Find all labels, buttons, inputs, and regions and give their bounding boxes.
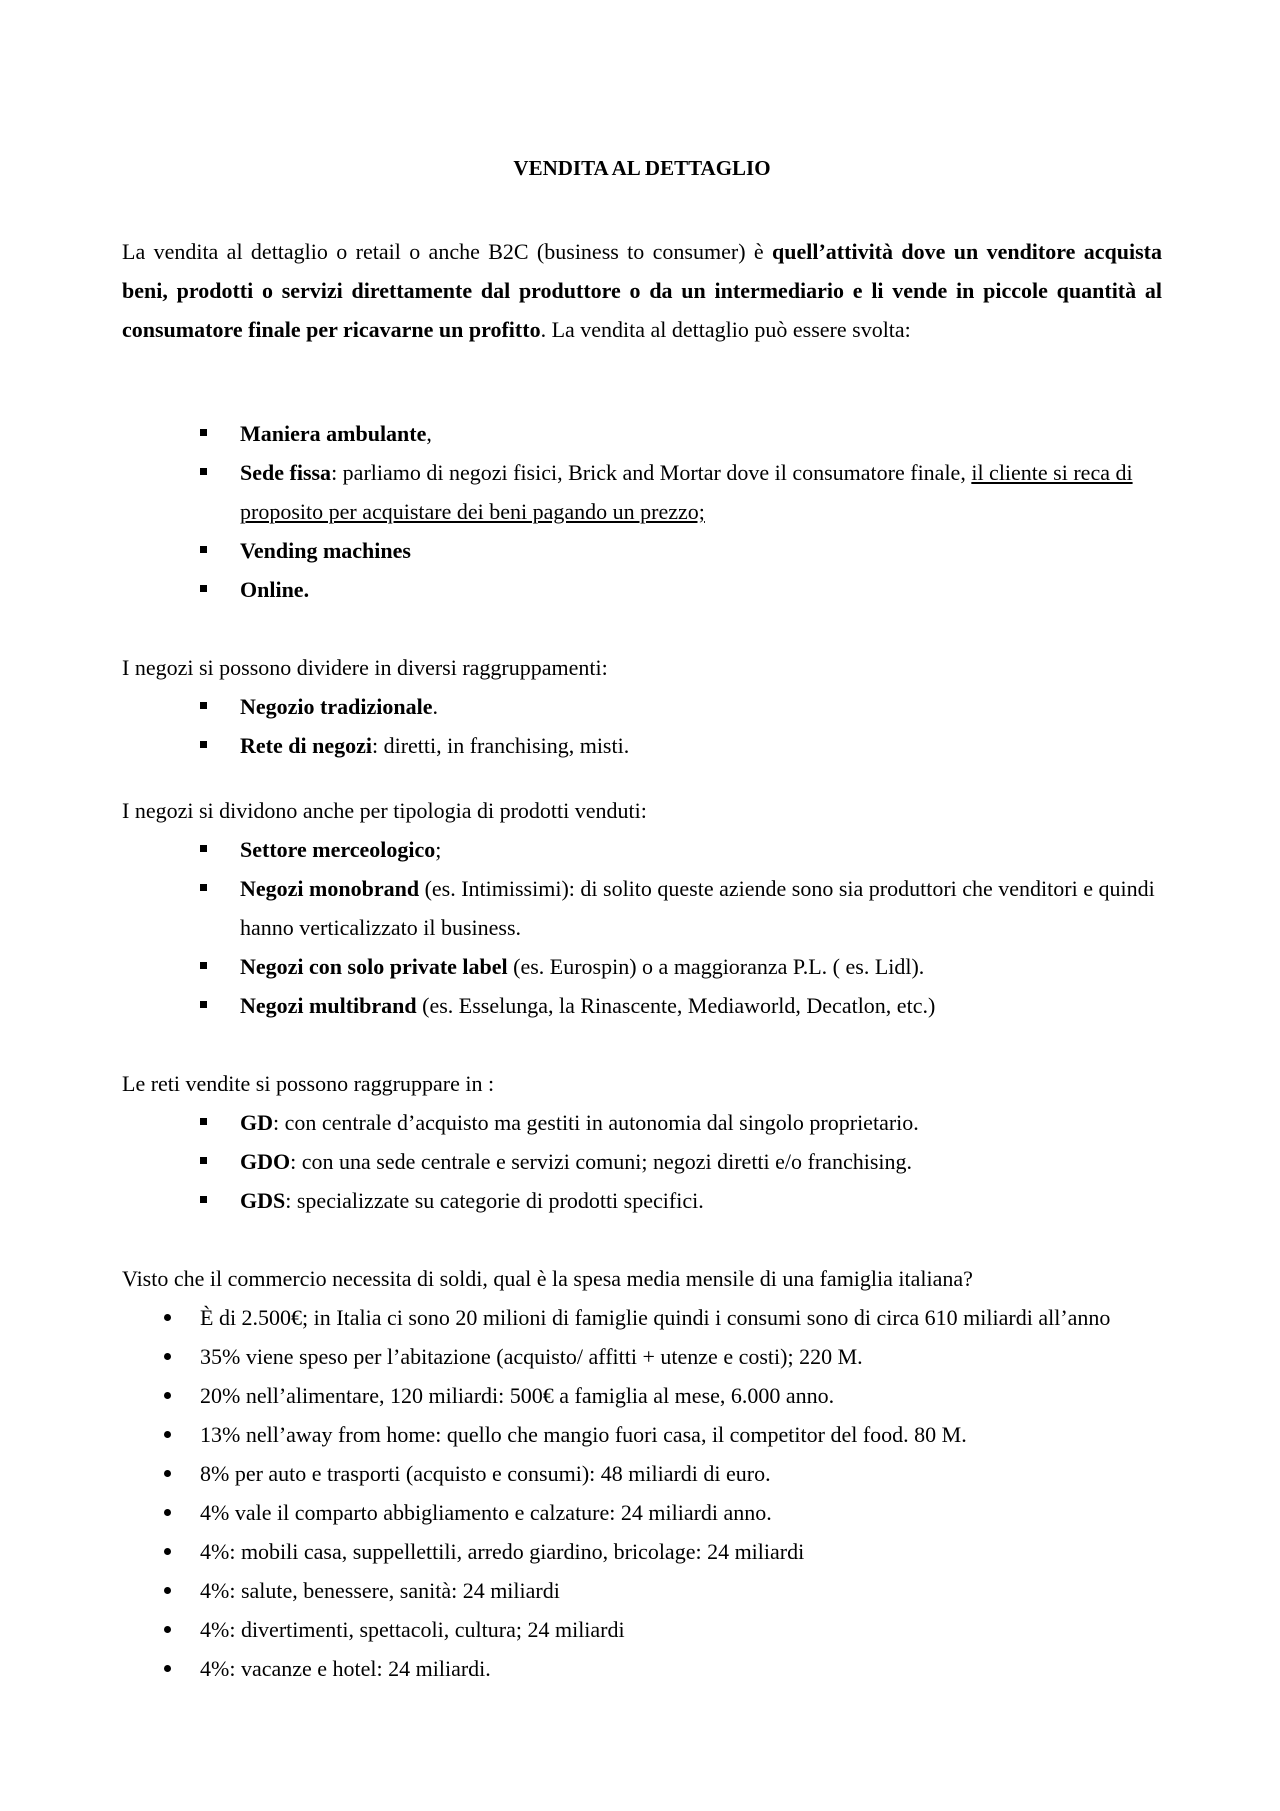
intro-paragraph (122, 232, 1162, 349)
dot-bullet-icon (164, 1454, 171, 1493)
dot-bullet-icon (164, 1298, 171, 1337)
item-bold: Rete di negozi (240, 733, 372, 758)
list-item (122, 1103, 1162, 1142)
dot-bullet-icon (164, 1649, 171, 1688)
square-bullet-icon (200, 1142, 207, 1181)
section-heading: Le reti vendite si possono raggruppare in : (122, 1071, 495, 1096)
item-bold: GDS (240, 1188, 286, 1213)
item-text: 4%: divertimenti, spettacoli, cultura; 24 miliardi (200, 1617, 625, 1642)
sales-modes-list (122, 414, 1162, 609)
item-bold: GDO (240, 1149, 291, 1174)
square-bullet-icon (200, 453, 207, 492)
list-item (122, 1532, 1162, 1571)
item-bold: Negozi multibrand (240, 993, 417, 1018)
section-heading: I negozi si possono dividere in diversi raggruppamenti: (122, 655, 608, 680)
item-text: 8% per auto e trasporti (acquisto e consumi): 48 miliardi di euro. (200, 1461, 771, 1486)
dot-bullet-icon (164, 1610, 171, 1649)
item-bold: Settore merceologico (240, 837, 436, 862)
square-bullet-icon (200, 1181, 207, 1220)
item-text: : specializzate su categorie di prodotti specifici. (285, 1188, 704, 1213)
item-text: : con una sede centrale e servizi comuni; negozi diretti e/o franchising. (290, 1149, 913, 1174)
item-bold: Negozio tradizionale (240, 694, 433, 719)
item-text: 4% vale il comparto abbigliamento e calzature: 24 miliardi anno. (200, 1500, 772, 1525)
document-page (122, 148, 1162, 1688)
list-item (122, 1298, 1162, 1337)
square-bullet-icon (200, 869, 207, 908)
list-item (122, 1454, 1162, 1493)
list-item (122, 1181, 1162, 1220)
document-title: VENDITA AL DETTAGLIO (513, 156, 771, 180)
square-bullet-icon (200, 687, 207, 726)
item-text: 13% nell’away from home: quello che mangio fuori casa, il competitor del food. 80 M. (200, 1422, 967, 1447)
list-item (122, 947, 1162, 986)
dot-bullet-icon (164, 1376, 171, 1415)
square-bullet-icon (200, 414, 207, 453)
list-item (122, 1337, 1162, 1376)
item-text: 35% viene speso per l’abitazione (acquisto/ affitti + utenze e costi); 220 M. (200, 1344, 863, 1369)
item-text: . (432, 694, 438, 719)
item-bold: Sede fissa (240, 460, 332, 485)
household-spending-list (122, 1298, 1162, 1688)
list-item (122, 453, 1162, 531)
square-bullet-icon (200, 1103, 207, 1142)
section-heading: Visto che il commercio necessita di soldi, qual è la spesa media mensile di una famiglia italiana? (122, 1266, 973, 1291)
item-text: (es. Esselunga, la Rinascente, Mediaworld, Decatlon, etc.) (416, 993, 936, 1018)
dot-bullet-icon (164, 1415, 171, 1454)
item-text: : parliamo di negozi fisici, Brick and Mortar dove il consumatore finale, (331, 460, 972, 485)
square-bullet-icon (200, 986, 207, 1025)
square-bullet-icon (200, 531, 207, 570)
dot-bullet-icon (164, 1337, 171, 1376)
item-text: (es. Eurospin) o a maggioranza P.L. ( es. Lidl). (507, 954, 925, 979)
item-text: ; (435, 837, 442, 862)
item-bold: Negozi monobrand (240, 876, 420, 901)
item-text: 4%: salute, benessere, sanità: 24 miliardi (200, 1578, 560, 1603)
item-bold: Negozi con solo private label (240, 954, 508, 979)
sales-networks-list (122, 1103, 1162, 1220)
dot-bullet-icon (164, 1571, 171, 1610)
item-bold: Vending machines (240, 538, 411, 563)
square-bullet-icon (200, 830, 207, 869)
item-text: , (426, 421, 432, 446)
item-bold: GD (240, 1110, 273, 1135)
item-text: : con centrale d’acquisto ma gestiti in autonomia dal singolo proprietario. (273, 1110, 919, 1135)
list-item (122, 414, 1162, 453)
item-text: : diretti, in franchising, misti. (371, 733, 630, 758)
item-bold: Online. (240, 577, 310, 602)
dot-bullet-icon (164, 1493, 171, 1532)
list-item (122, 1415, 1162, 1454)
square-bullet-icon (200, 947, 207, 986)
item-bold: Maniera ambulante (240, 421, 427, 446)
square-bullet-icon (200, 726, 207, 765)
list-item (122, 570, 1162, 609)
item-text: È di 2.500€; in Italia ci sono 20 milioni di famiglie quindi i consumi sono di circa 610 miliardi all’anno (200, 1305, 1111, 1330)
intro-text-1: La vendita al dettaglio o retail o anche B2C (business to consumer) è (122, 239, 773, 264)
store-groups-list (122, 687, 1162, 765)
list-item (122, 1493, 1162, 1532)
item-text: 20% nell’alimentare, 120 miliardi: 500€ a famiglia al mese, 6.000 anno. (200, 1383, 835, 1408)
list-item (122, 986, 1162, 1025)
intro-text-2: . La vendita al dettaglio può essere svolta: (540, 317, 911, 342)
item-text: 4%: mobili casa, suppellettili, arredo giardino, bricolage: 24 miliardi (200, 1539, 805, 1564)
list-item (122, 531, 1162, 570)
list-item (122, 1610, 1162, 1649)
item-underlined: il cliente si reca di proposito per acquistare dei beni pagando un prezzo; (240, 460, 1133, 524)
intro-bold-definition: quell’attività dove un venditore acquista beni, prodotti o servizi direttamente dal produttore o da un intermediario e li vende in piccole quantità al consumatore finale per ricavarne un profitto (122, 239, 1162, 342)
list-item (122, 726, 1162, 765)
list-item (122, 869, 1162, 947)
item-text: 4%: vacanze e hotel: 24 miliardi. (200, 1656, 491, 1681)
dot-bullet-icon (164, 1532, 171, 1571)
list-item (122, 1376, 1162, 1415)
product-type-list (122, 830, 1162, 1025)
item-text: (es. Intimissimi): di solito queste aziende sono sia produttori che venditori e quindi hanno verticalizzato il business. (240, 876, 1155, 940)
section-heading: I negozi si dividono anche per tipologia di prodotti venduti: (122, 798, 647, 823)
list-item (122, 1571, 1162, 1610)
list-item (122, 1649, 1162, 1688)
list-item (122, 1142, 1162, 1181)
list-item (122, 687, 1162, 726)
list-item (122, 830, 1162, 869)
square-bullet-icon (200, 570, 207, 609)
